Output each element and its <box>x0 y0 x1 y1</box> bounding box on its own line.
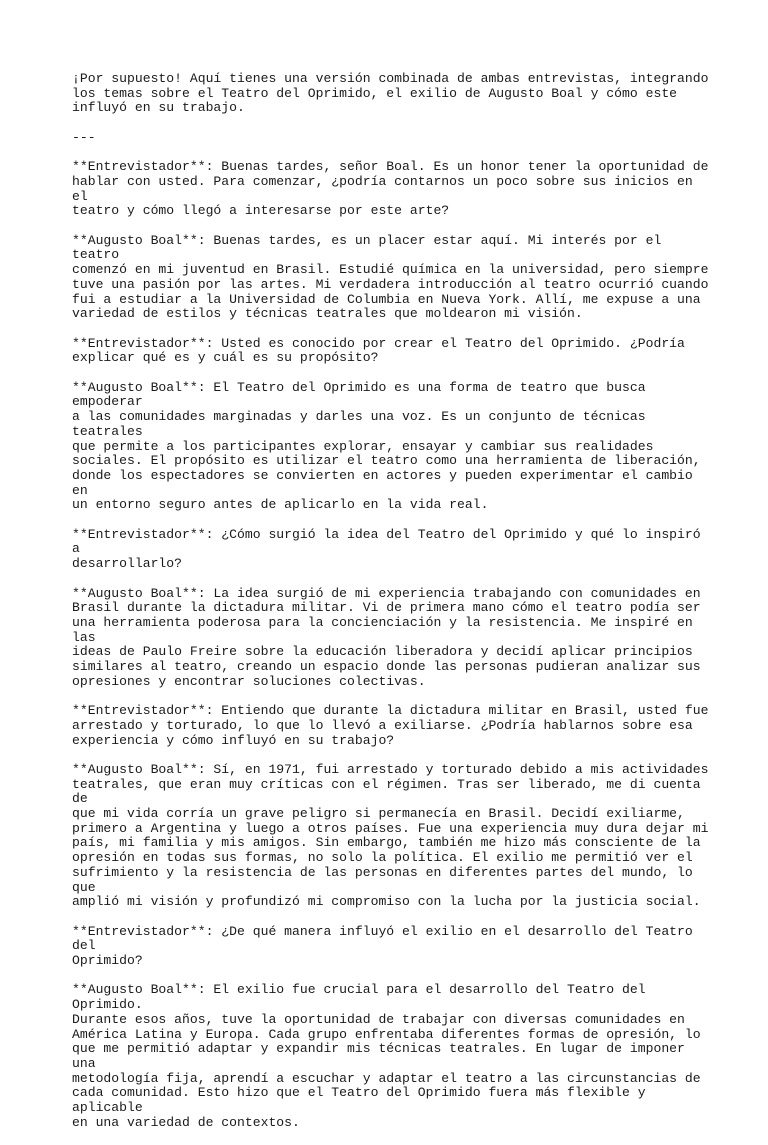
interviewer-question-3: **Entrevistador**: ¿Cómo surgió la idea del Teatro del Oprimido y qué lo inspiró a desarrollarlo? <box>72 526 701 572</box>
boal-answer-1: **Augusto Boal**: Buenas tardes, es un placer estar aquí. Mi interés por el teatro comenzó en mi juventud en Brasil. Estudié química en la universidad, pero siempre tuve una pasión por las artes. Mi verdadera introducción al teatro ocurrió cuando fui a estudiar a la Universidad de Columbia en Nueva York. Allí, me expuse a una variedad de estilos y técnicas teatrales que moldearon mi visión. <box>72 232 709 322</box>
intro-paragraph: ¡Por supuesto! Aquí tienes una versión combinada de ambas entrevistas, integrando los temas sobre el Teatro del Oprimido, el exilio de Augusto Boal y cómo este influyó en su trabajo. <box>72 71 709 116</box>
interviewer-question-4: **Entrevistador**: Entiendo que durante la dictadura militar en Brasil, usted fue arrestado y torturado, lo que lo llevó a exiliarse. ¿Podría hablarnos sobre esa experiencia y cómo influyó en su trabajo? <box>72 703 709 748</box>
boal-answer-3: **Augusto Boal**: La idea surgió de mi experiencia trabajando con comunidades en Brasil durante la dictadura militar. Vi de primera mano cómo el teatro podía ser una herramienta poderosa para la concienciación y la resistencia. Me inspiré en las ideas de Paulo Freire sobre la educación liberadora y decidí aplicar principios similares al teatro, creando un espacio donde las personas pudieran analizar sus opresiones y encontrar soluciones colectivas. <box>72 585 701 689</box>
interviewer-question-2: **Entrevistador**: Usted es conocido por crear el Teatro del Oprimido. ¿Podría explicar qué es y cuál es su propósito? <box>72 335 685 366</box>
document-page <box>72 72 712 1145</box>
boal-answer-4: **Augusto Boal**: Sí, en 1971, fui arrestado y torturado debido a mis actividades teatrales, que eran muy críticas con el régimen. Tras ser liberado, me di cuenta de que mi vida corría un grave peligro si permanecía en Brasil. Decidí exiliarme, primero a Argentina y luego a otros países. Fue una experiencia muy dura dejar mi país, mi familia y mis amigos. Sin embargo, también me hizo más consciente de la opresión en todas sus formas, no solo la política. El exilio me permitió ver el sufrimiento y la resistencia de las personas en diferentes partes del mundo, lo que amplió mi visión y profundizó mi compromiso con la lucha por la justicia social. <box>72 761 709 910</box>
boal-answer-2: **Augusto Boal**: El Teatro del Oprimido es una forma de teatro que busca empoderar a las comunidades marginadas y darles una voz. Es un conjunto de técnicas teatrales que permite a los participantes explorar, ensayar y cambiar sus realidades sociales. El propósito es utilizar el teatro como una herramienta de liberación, donde los espectadores se convierten en actores y pueden experimentar el cambio en un entorno seguro antes de aplicarlo en la vida real. <box>72 379 701 513</box>
section-separator: --- <box>72 129 96 145</box>
boal-answer-5: **Augusto Boal**: El exilio fue crucial para el desarrollo del Teatro del Oprimido. Durante esos años, tuve la oportunidad de trabajar con diversas comunidades en América Latina y Europa. Cada grupo enfrentaba diferentes formas de opresión, lo que me permitió adaptar y expandir mis técnicas teatrales. En lugar de imponer una metodología fija, aprendí a escuchar y adaptar el teatro a las circunstancias de cada comunidad. Esto hizo que el Teatro del Oprimido fuera más flexible y aplicable en una variedad de contextos. <box>72 982 701 1130</box>
interviewer-question-1: **Entrevistador**: Buenas tardes, señor Boal. Es un honor tener la oportunidad de hablar con usted. Para comenzar, ¿podría contarnos un poco sobre sus inicios en el teatro y cómo llegó a interesarse por este arte? <box>72 159 709 219</box>
interviewer-question-5: **Entrevistador**: ¿De qué manera influyó el exilio en el desarrollo del Teatro del Oprimido? <box>72 923 693 969</box>
